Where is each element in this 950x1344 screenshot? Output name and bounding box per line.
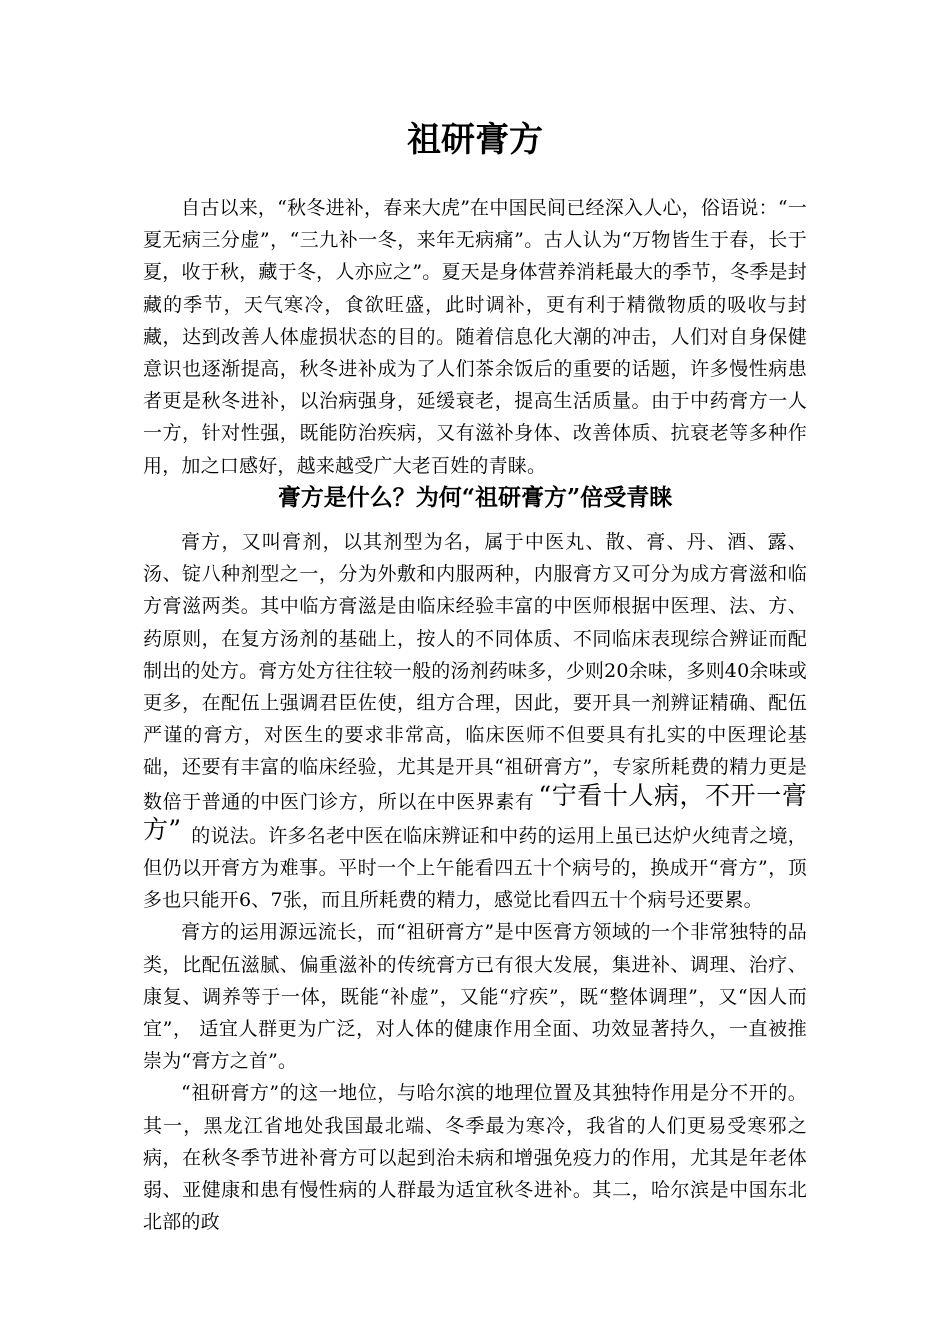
paragraph-harbin: “祖研膏方”的这一地位，与哈尔滨的地理位置及其独特作用是分不开的。其一，黑龙江省地处我国最北端、冬季最为寒冷，我省的人们更易受寒邪之病，在秋冬季节进补膏方可以起到治未病和增强免疫力的作用，尤其是年老体弱、亚健康和患有慢性病的人群最为适宜秋冬进补。其二，哈尔滨是中国东北北部的政 <box>143 1082 807 1234</box>
document-title: 祖研膏方 <box>407 120 543 160</box>
intro-section <box>143 192 807 482</box>
paragraph-history: 膏方的运用源远流长，而“祖研膏方”是中医膏方领域的一个非常独特的品类，比配伍滋腻、偏重滋补的传统膏方已有很大发展，集进补、调理、治疗、康复、调养等于一体，既能“补虚”，又能“疗疾”，既“整体调理”，又“因人而宜”， 适宜人群更为广泛，对人体的健康作用全面、功效显著持久，一直被推崇为“膏方之首”。 <box>143 921 807 1073</box>
section-body <box>143 526 807 1238</box>
paragraph-text-part: 的说法。许多名老中医在临床辨证和中药的运用上虽已达炉火纯青之境，但仍以开膏方为难事。平时一个上午能看四五十个病号的，换成开“膏方”，顶多也只能开6、7张，而且所耗费的精力，感觉比看四五十个病号还要累。 <box>143 824 807 912</box>
highlighted-quote: “宁看十人病，不开一膏方” <box>143 780 807 844</box>
intro-paragraph: 自古以来，“秋冬进补，春来大虎”在中国民间已经深入人心，俗语说：“一夏无病三分虚”，“三九补一冬，来年无病痛”。古人认为“万物皆生于春，长于夏，收于秋，藏于冬，人亦应之”。夏天是身体营养消耗最大的季节，冬季是封藏的季节，天气寒冷，食欲旺盛，此时调补，更有利于精微物质的吸收与封藏，达到改善人体虚损状态的目的。随着信息化大潮的冲击，人们对自身保健意识也逐渐提高，秋冬进补成为了人们茶余饭后的重要的话题，许多慢性病患者更是秋冬进补，以治病强身，延缓衰老，提高生活质量。由于中药膏方一人一方，针对性强，既能防治疾病，又有滋补身体、改善体质、抗衰老等多种作用，加之口感好，越来越受广大老百姓的青睐。 <box>143 197 807 477</box>
paragraph-gaofang-definition <box>143 526 807 916</box>
section-heading: 膏方是什么？为何“祖研膏方”倍受青睐 <box>277 484 673 511</box>
paragraph-text-part: 膏方，又叫膏剂，以其剂型为名，属于中医丸、散、膏、丹、酒、露、汤、锭八种剂型之一，分为外敷和内服两种，内服膏方又可分为成方膏滋和临方膏滋两类。其中临方膏滋是由临床经验丰富的中医师根据中医理、法、方、药原则，在复方汤剂的基础上，按人的不同体质、不同临床表现综合辨证而配制出的处方。膏方处方往往较一般的汤剂药味多，少则20余味，多则40余味或更多，在配伍上强调君臣佐使，组方合理，因此，要开具一剂辨证精确、配伍严谨的膏方，对医生的要求非常高，临床医师不但要具有扎实的中医理论基础，还要有丰富的临床经验，尤其是开具“祖研膏方”，专家所耗费的精力更是数倍于普通的中医门诊方，所以在中医界素有 <box>143 531 807 813</box>
